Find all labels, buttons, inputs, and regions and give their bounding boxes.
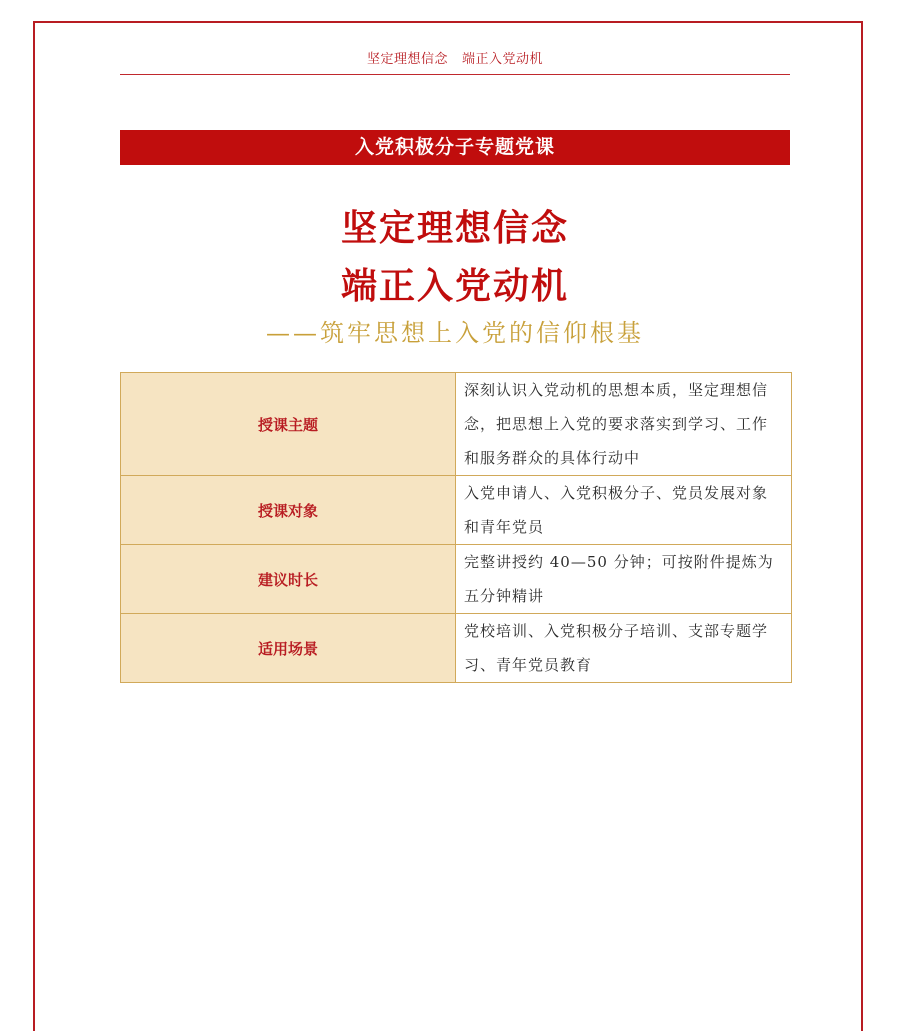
table-row-scenario [121,614,792,683]
table-row-duration [121,545,792,614]
running-header-part2: 端正入党动机 [462,52,544,67]
row-label-scenario: 适用场景 [121,614,456,683]
table-row-topic [121,373,792,476]
row-label-duration: 建议时长 [121,545,456,614]
row-value-duration: 完整讲授约 40—50 分钟；可按附件提炼为五分钟精讲 [456,545,792,614]
row-value-topic: 深刻认识入党动机的思想本质，坚定理想信念，把思想上入党的要求落实到学习、工作和服务群众的具体行动中 [456,373,792,476]
header-rule [120,74,790,75]
main-title-line1: 坚定理想信念 [340,208,569,249]
row-value-scenario: 党校培训、入党积极分子培训、支部专题学习、青年党员教育 [456,614,792,683]
table-row-audience [121,476,792,545]
subtitle: ——筑牢思想上入党的信仰根基 [266,319,644,347]
row-value-audience: 入党申请人、入党积极分子、党员发展对象和青年党员 [456,476,792,545]
row-label-audience: 授课对象 [121,476,456,545]
course-info-table [120,372,792,683]
row-label-topic: 授课主题 [121,373,456,476]
running-header [120,48,790,67]
running-header-part1: 坚定理想信念 [366,52,448,67]
main-title-line2: 端正入党动机 [340,266,569,307]
course-banner: 入党积极分子专题党课 [120,130,790,165]
